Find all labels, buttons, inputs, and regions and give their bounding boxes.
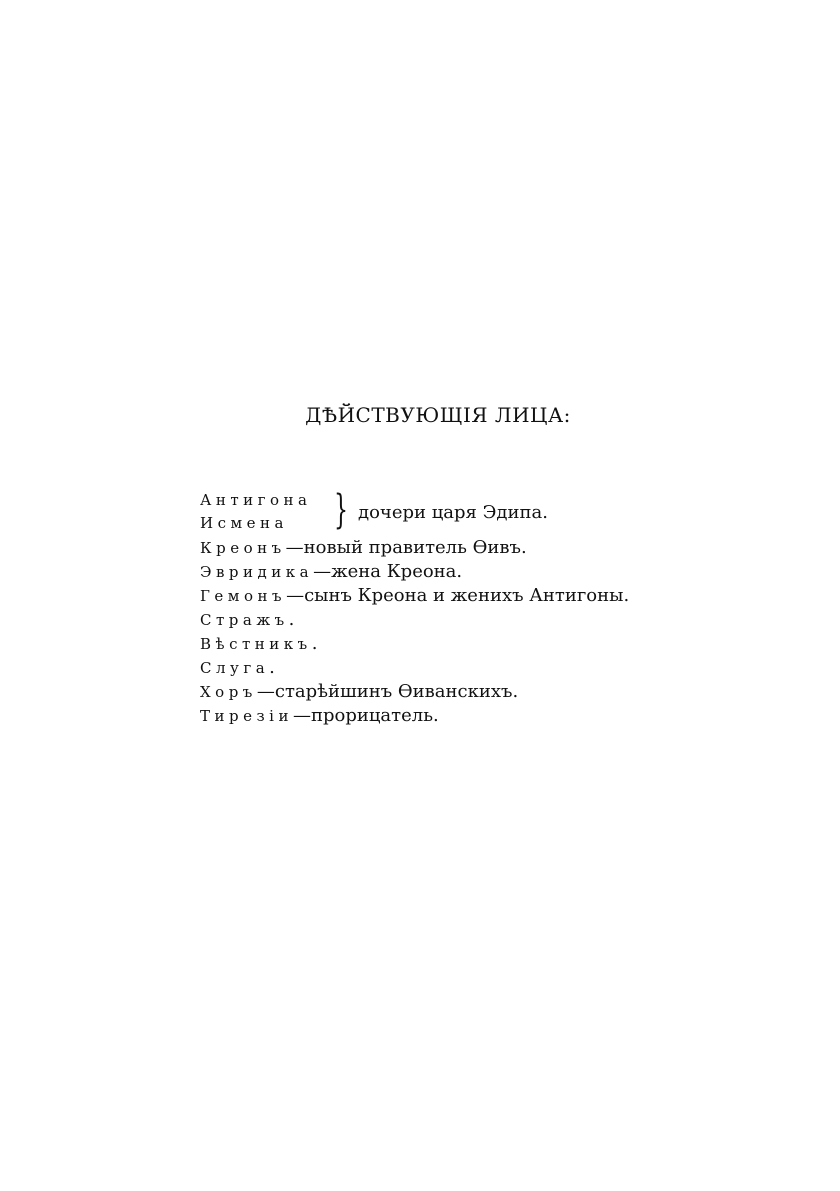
cast-list bbox=[200, 488, 760, 728]
character-name: Стражъ bbox=[200, 611, 289, 629]
character-description: жена Креона. bbox=[331, 561, 463, 582]
character-name: Гемонъ bbox=[200, 587, 287, 605]
cast-row bbox=[200, 680, 760, 704]
character-description: . bbox=[311, 633, 318, 654]
curly-brace-icon: } bbox=[334, 487, 348, 533]
dash-separator: — bbox=[286, 585, 305, 606]
character-name: Эвридика bbox=[200, 563, 314, 581]
character-name: Антигона bbox=[200, 491, 312, 509]
cast-row bbox=[200, 536, 760, 560]
character-description: старѣйшинъ Ѳиванскихъ. bbox=[274, 681, 519, 702]
cast-row bbox=[200, 632, 760, 656]
character-name: Вѣстникъ bbox=[200, 635, 312, 653]
character-description: дочери царя Эдипа. bbox=[358, 502, 548, 523]
character-name: Слуга bbox=[200, 659, 270, 677]
dash-separator: — bbox=[292, 705, 311, 726]
dash-separator: — bbox=[256, 681, 275, 702]
character-name: Креонъ bbox=[200, 539, 286, 557]
cast-pair-daughters bbox=[200, 488, 760, 536]
character-description: . bbox=[288, 609, 295, 630]
character-name: Хоръ bbox=[200, 683, 257, 701]
character-description: . bbox=[269, 657, 275, 678]
dash-separator: — bbox=[285, 537, 304, 558]
character-description: новый правитель Ѳивъ. bbox=[303, 537, 527, 558]
character-name: Исмена bbox=[200, 514, 288, 532]
cast-row bbox=[200, 656, 760, 680]
cast-row bbox=[200, 704, 760, 728]
cast-row bbox=[200, 560, 760, 584]
character-name: Тирезiи bbox=[200, 707, 293, 725]
dash-separator: — bbox=[313, 561, 332, 582]
character-description: сынъ Креона и женихъ Антигоны. bbox=[304, 585, 630, 606]
cast-row bbox=[200, 608, 760, 632]
page-heading: ДѢЙСТВУЮЩІЯ ЛИЦА: bbox=[305, 403, 571, 427]
character-description: прорицатель. bbox=[310, 705, 439, 726]
cast-row bbox=[200, 584, 760, 608]
